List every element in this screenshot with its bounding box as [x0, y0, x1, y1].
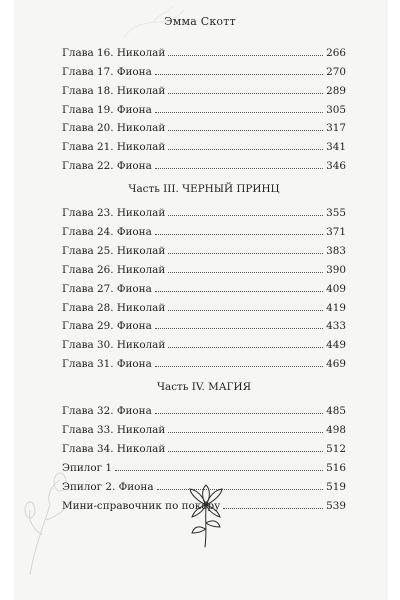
toc-entry: [62, 219, 346, 238]
toc-entry-title: Глава 23. Николай: [62, 207, 166, 220]
toc-entry-title: Глава 16. Николай: [62, 46, 166, 59]
toc-entry: [62, 153, 346, 172]
toc-entry-page-number: 341: [326, 141, 346, 154]
toc-entry: [62, 97, 346, 116]
toc-entry-page-number: 317: [326, 122, 346, 135]
toc-entry-title: Мини-справочник по покеру: [62, 499, 221, 512]
toc-entry: [62, 200, 346, 219]
toc-part-heading: Часть IV. МАГИЯ: [157, 381, 251, 394]
toc-entry-page-number: 383: [326, 244, 346, 257]
toc-leader-dots: [168, 310, 323, 311]
toc-entry: [62, 257, 346, 276]
toc-entry-title: Глава 21. Николай: [62, 141, 166, 154]
toc-leader-dots: [155, 366, 323, 367]
toc-leader-dots: [168, 347, 323, 348]
lily-flower-icon: [186, 483, 226, 549]
toc-entry-page-number: 266: [326, 46, 346, 59]
toc-entry-page-number: 512: [326, 442, 346, 455]
toc-leader-dots: [155, 328, 323, 329]
toc-entry-page-number: 539: [326, 499, 346, 512]
toc-entry-page-number: 485: [326, 405, 346, 418]
toc-entry-page-number: 371: [326, 226, 346, 239]
toc-leader-dots: [155, 112, 323, 113]
toc-leader-dots: [155, 234, 323, 235]
toc-entry: [62, 134, 346, 153]
toc-entry-page-number: 390: [326, 263, 346, 276]
toc-entry-title: Эпилог 2. Фиона: [62, 480, 154, 493]
toc-leader-dots: [168, 432, 323, 433]
toc-entry-title: Глава 22. Фиона: [62, 160, 152, 173]
toc-entry-title: Глава 31. Фиона: [62, 358, 152, 371]
toc-entry-page-number: 409: [326, 282, 346, 295]
toc-entry: [62, 40, 346, 59]
toc-entry-page-number: 289: [326, 84, 346, 97]
toc-entry-page-number: 498: [326, 424, 346, 437]
toc-leader-dots: [168, 451, 323, 452]
toc-entry: [62, 314, 346, 333]
toc-entry-page-number: 355: [326, 207, 346, 220]
toc-entry-title: Глава 32. Фиона: [62, 405, 152, 418]
toc-entry: [62, 417, 346, 436]
toc-leader-dots: [168, 215, 323, 216]
toc-entry: [62, 276, 346, 295]
toc-entry-title: Эпилог 1: [62, 461, 113, 474]
toc-entry-page-number: 346: [326, 160, 346, 173]
toc-entry-title: Глава 26. Николай: [62, 263, 166, 276]
toc-leader-dots: [115, 470, 323, 471]
running-header-author: Эмма Скотт: [164, 15, 236, 28]
toc-entry-title: Глава 20. Николай: [62, 122, 166, 135]
toc-entry: [62, 455, 346, 474]
toc-entry-title: Глава 29. Фиона: [62, 320, 152, 333]
faint-floral-watermark-icon: [114, 2, 234, 42]
toc-entry-page-number: 419: [326, 301, 346, 314]
toc-entry: [62, 295, 346, 314]
toc-entry-title: Глава 28. Николай: [62, 301, 166, 314]
toc-entry: [62, 436, 346, 455]
toc-entry: [62, 116, 346, 135]
toc-leader-dots: [157, 489, 324, 490]
toc-entry-title: Глава 19. Фиона: [62, 103, 152, 116]
toc-entry: [62, 351, 346, 370]
toc-leader-dots: [155, 74, 323, 75]
toc-entry: [62, 398, 346, 417]
toc-leader-dots: [155, 168, 323, 169]
toc-entry-title: Глава 34. Николай: [62, 442, 166, 455]
toc-entry: [62, 78, 346, 97]
book-page: [14, 0, 386, 600]
toc-leader-dots: [155, 413, 323, 414]
toc-leader-dots: [155, 291, 323, 292]
toc-leader-dots: [168, 130, 323, 131]
toc-leader-dots: [168, 253, 323, 254]
toc-entry: [62, 238, 346, 257]
toc-entry-page-number: 270: [326, 65, 346, 78]
toc-entry-page-number: 516: [326, 461, 346, 474]
toc-entry-title: Глава 25. Николай: [62, 244, 166, 257]
toc-entry-title: Глава 30. Николай: [62, 339, 166, 352]
toc-entry-page-number: 449: [326, 339, 346, 352]
toc-entry: [62, 59, 346, 78]
toc-leader-dots: [168, 149, 323, 150]
toc-entry-title: Глава 18. Николай: [62, 84, 166, 97]
toc-leader-dots: [168, 272, 323, 273]
toc-entry-page-number: 519: [326, 480, 346, 493]
table-of-contents: [62, 40, 346, 512]
toc-entry-title: Глава 17. Фиона: [62, 65, 152, 78]
toc-leader-dots: [168, 55, 323, 56]
toc-entry-page-number: 469: [326, 358, 346, 371]
toc-entry-title: Глава 24. Фиона: [62, 226, 152, 239]
toc-entry-title: Глава 33. Николай: [62, 424, 166, 437]
toc-leader-dots: [168, 93, 323, 94]
toc-leader-dots: [223, 508, 323, 509]
toc-entry-title: Глава 27. Фиона: [62, 282, 152, 295]
toc-entry-page-number: 433: [326, 320, 346, 333]
toc-entry: [62, 332, 346, 351]
toc-part-heading: Часть III. ЧЕРНЫЙ ПРИНЦ: [128, 183, 280, 196]
toc-entry-page-number: 305: [326, 103, 346, 116]
